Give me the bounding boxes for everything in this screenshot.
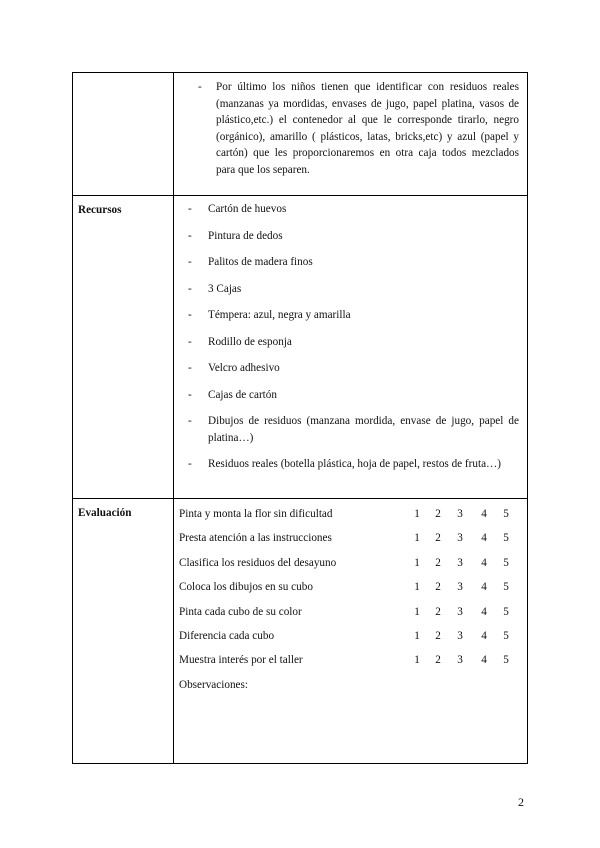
rating-option: 4 [481,508,487,520]
dash-bullet: - [188,335,192,348]
rating-option: 1 [414,581,420,594]
resource-item [188,334,519,351]
resource-item [188,387,519,404]
resource-item [188,307,519,324]
rating-option: 3 [457,605,463,618]
page-number: 2 [518,795,524,809]
criterion-label: Pinta y monta la flor sin dificultad [179,508,333,520]
rating-option: 2 [435,654,441,667]
dash-bullet: - [188,388,192,401]
criterion-label: Coloca los dibujos en su cubo [179,581,313,594]
rating-option: 5 [503,581,509,594]
criterion-label: Muestra interés por el taller [179,654,303,667]
evaluation-criterion-row [179,556,521,580]
criterion-label: Diferencia cada cubo [179,629,275,642]
evaluation-row [73,499,528,764]
procedure-content-cell [174,73,528,196]
activity-table [72,72,528,764]
rating-option: 1 [414,532,420,545]
rating-option: 5 [503,629,509,642]
dash-bullet: - [188,203,192,215]
resource-item [188,254,519,271]
resource-item-text: Pintura de dedos [208,229,283,242]
evaluation-criterion-row [179,605,521,629]
rating-option: 4 [481,629,487,642]
evaluation-criterion-row [179,653,521,677]
procedure-label-cell [73,73,174,196]
rating-option: 1 [414,654,420,667]
rating-option: 2 [435,605,441,618]
procedure-item-text: Por último los niños tienen que identificar con residuos reales (manzanas ya mordidas, envases de jugo, papel platina, vasos de plástico,etc.) el contenedor al que le corresponde tirarlo, negro (orgánico), amarillo ( plásticos, latas, bricks,etc) y azul (papel y cartón) que les proporcionaremos en otra caja todos mezclados para que los separen. [216,81,519,176]
dash-bullet: - [188,458,192,470]
resource-item-text: Residuos reales (botella plástica, hoja de papel, restos de fruta…) [208,458,501,470]
resource-item-text: Cartón de huevos [208,203,287,215]
rating-option: 2 [435,532,441,545]
evaluation-label: Evaluación [73,499,174,764]
resource-item-text: Cajas de cartón [208,388,277,401]
rating-option: 3 [457,581,463,594]
dash-bullet: - [188,309,192,321]
rating-option: 5 [503,556,509,569]
rating-option: 1 [414,629,420,642]
rating-option: 3 [457,508,463,520]
resource-item [188,456,519,473]
dash-bullet: - [188,282,192,295]
evaluation-criterion-row [179,531,521,555]
rating-option: 3 [457,654,463,667]
rating-option: 3 [457,629,463,642]
rating-option: 3 [457,556,463,569]
rating-option: 2 [435,581,441,594]
dash-bullet: - [198,81,202,93]
rating-option: 4 [481,654,487,667]
evaluation-criterion-row [179,629,521,653]
dash-bullet: - [188,415,192,427]
criterion-label: Pinta cada cubo de su color [179,605,302,618]
resources-list [188,201,519,473]
resource-item-text: Velcro adhesivo [208,362,280,374]
procedure-item [198,79,519,179]
resource-item [188,413,519,446]
rating-option: 2 [435,508,441,520]
rating-option: 2 [435,556,441,569]
resource-item-text: 3 Cajas [208,282,242,295]
rating-option: 5 [503,508,509,520]
resource-item [188,281,519,298]
rating-option: 4 [481,605,487,618]
rating-option: 1 [414,605,420,618]
rating-option: 5 [503,605,509,618]
dash-bullet: - [188,256,192,268]
resource-item-text: Témpera: azul, negra y amarilla [208,309,351,321]
dash-bullet: - [188,362,192,374]
observations-label: Observaciones: [179,678,248,691]
criterion-label: Clasifica los residuos del desayuno [179,556,337,569]
evaluation-content-cell [174,499,528,764]
resource-item [188,360,519,377]
resource-item-text: Palitos de madera finos [208,256,313,268]
rating-option: 4 [481,581,487,594]
resource-item-text: Dibujos de residuos (manzana mordida, envase de jugo, papel de platina…) [208,415,519,444]
rating-option: 1 [414,556,420,569]
rating-option: 5 [503,532,509,545]
resources-row [73,196,528,499]
procedure-row [73,73,528,196]
rating-option: 5 [503,654,509,667]
dash-bullet: - [188,229,192,242]
resources-content-cell [174,196,528,499]
criterion-label: Presta atención a las instrucciones [179,532,332,545]
rating-option: 4 [481,556,487,569]
resource-item [188,201,519,218]
evaluation-criterion-row [179,507,521,531]
evaluation-criterion-row [179,580,521,604]
resource-item-text: Rodillo de esponja [208,335,292,348]
resource-item [188,228,519,245]
rating-option: 1 [414,508,420,520]
rating-option: 2 [435,629,441,642]
resources-label: Recursos [73,196,174,499]
rating-option: 4 [481,532,487,545]
rating-option: 3 [457,532,463,545]
